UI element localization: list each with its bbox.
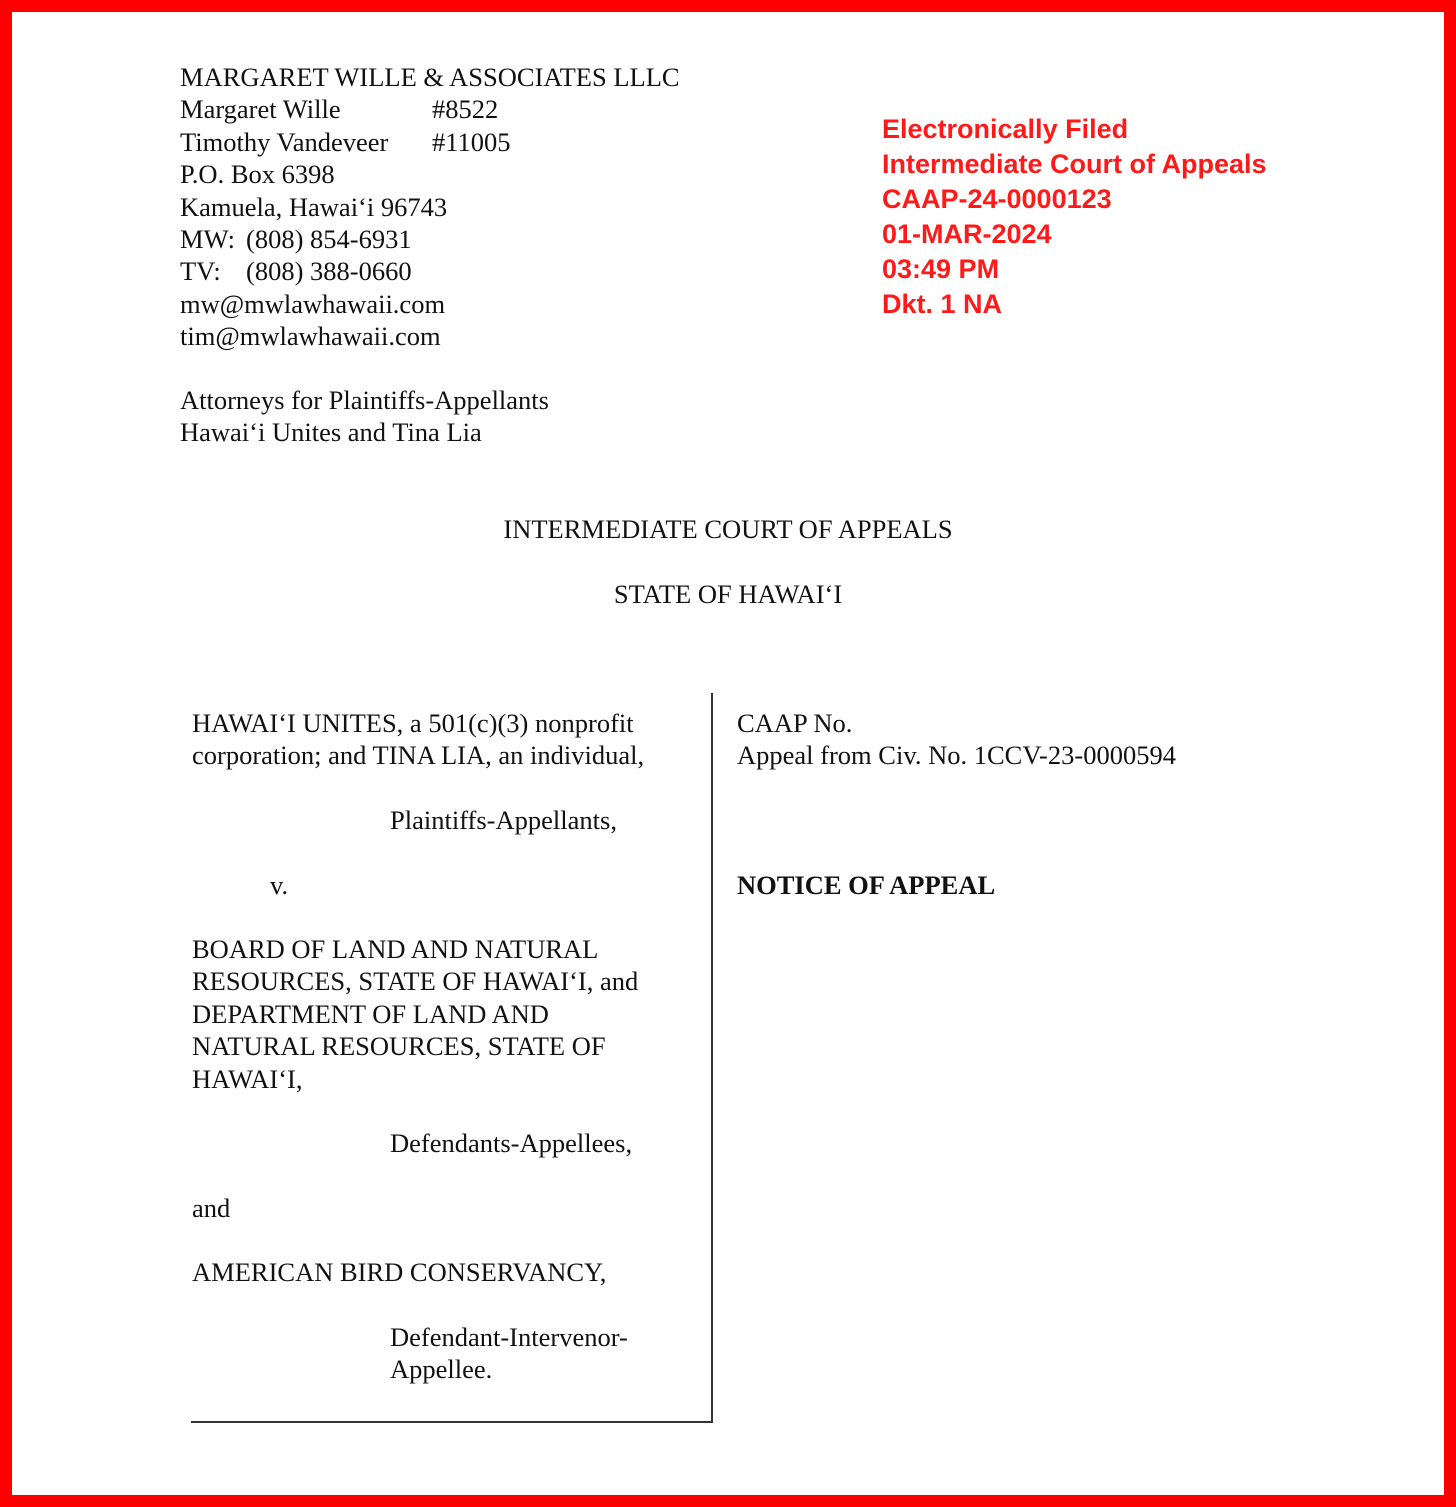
intervenor: AMERICAN BIRD CONSERVANCY, [192, 1257, 607, 1287]
plaintiffs [192, 707, 644, 772]
filing-stamp [882, 112, 1267, 322]
attorney-block [180, 61, 680, 353]
defendants-role: Defendants-Appellees, [390, 1128, 633, 1158]
stamp-line: Intermediate Court of Appeals [882, 149, 1267, 179]
attorney-row [180, 126, 680, 158]
and-conjunction: and [192, 1193, 231, 1223]
plaintiffs-line: HAWAI‘I UNITES, a 501(c)(3) nonprofit [192, 708, 634, 738]
stamp-line: 03:49 PM [882, 254, 1000, 284]
phone-row [180, 223, 680, 255]
document-title: NOTICE OF APPEAL [737, 870, 996, 900]
defendants [192, 933, 638, 1095]
city-address: Kamuela, Hawai‘i 96743 [180, 191, 448, 222]
phone-label: TV: [180, 256, 221, 287]
counsel-for-line: Attorneys for Plaintiffs-Appellants [180, 385, 549, 415]
caption-divider-horizontal [191, 1421, 713, 1423]
attorney-name: Timothy Vandeveer [180, 126, 389, 157]
attorney-row [180, 93, 680, 125]
attorney-bar-number: #8522 [432, 94, 499, 125]
phone-number: (808) 388-0660 [246, 256, 412, 287]
stamp-line: Electronically Filed [882, 114, 1129, 144]
attorney-name: Margaret Wille [180, 94, 341, 125]
po-box: P.O. Box 6398 [180, 159, 335, 190]
defendants-line: BOARD OF LAND AND NATURAL [192, 934, 599, 964]
email: mw@mwlawhawaii.com [180, 288, 446, 319]
case-info [737, 707, 1176, 772]
email: tim@mwlawhawaii.com [180, 321, 441, 352]
court-state: STATE OF HAWAI‘I [613, 579, 843, 609]
plaintiffs-line: corporation; and TINA LIA, an individual, [192, 740, 645, 771]
counsel-for-line: Hawai‘i Unites and Tina Lia [180, 417, 482, 448]
intervenor-role-line: Appellee. [390, 1354, 493, 1385]
firm-name: MARGARET WILLE & ASSOCIATES LLLC [180, 62, 680, 92]
appeal-from: Appeal from Civ. No. 1CCV-23-0000594 [737, 740, 1176, 771]
stamp-line: CAAP-24-0000123 [882, 184, 1112, 214]
counsel-for [180, 384, 549, 449]
defendants-line: HAWAI‘I, [192, 1063, 303, 1094]
defendants-line: RESOURCES, STATE OF HAWAI‘I, and [192, 966, 639, 997]
court-name: INTERMEDIATE COURT OF APPEALS [503, 514, 953, 544]
versus: v. [270, 870, 289, 900]
intervenor-role-line: Defendant-Intervenor- [390, 1322, 628, 1352]
stamp-line: Dkt. 1 NA [882, 289, 1003, 319]
stamp-line: 01-MAR-2024 [882, 219, 1052, 249]
phone-label: MW: [180, 224, 235, 255]
phone-row [180, 255, 680, 287]
phone-number: (808) 854-6931 [246, 224, 412, 255]
attorney-bar-number: #11005 [432, 126, 511, 157]
defendants-line: NATURAL RESOURCES, STATE OF [192, 1031, 606, 1062]
caption-divider-vertical [711, 693, 713, 1423]
defendants-line: DEPARTMENT OF LAND AND [192, 998, 549, 1029]
plaintiffs-role: Plaintiffs-Appellants, [390, 805, 617, 835]
case-number: CAAP No. [737, 708, 853, 738]
intervenor-role [390, 1321, 628, 1386]
